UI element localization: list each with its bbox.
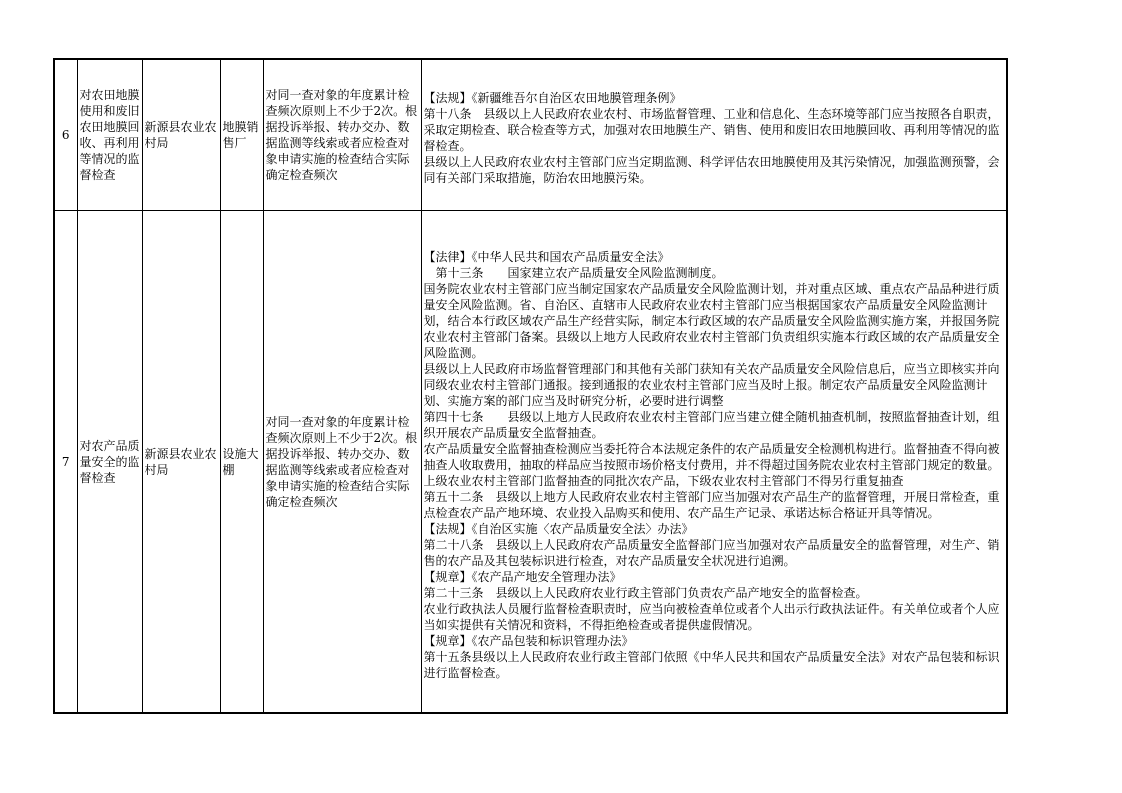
basis-line: 上级农业农村主管部门监督抽查的同批次农产品，下级农业农村主管部门不得另行重复抽查 <box>423 473 904 488</box>
basis-line: 【法规】《新疆维吾尔自治区农田地膜管理条例》 <box>423 91 682 105</box>
table-row <box>54 211 1007 714</box>
inspection-target: 地膜销售厂 <box>220 59 263 211</box>
basis-line: 农业行政执法人员履行监督检查职责时，应当向被检查单位或者个人出示行政执法证件。有关单位或者个人应当如实提供有关情况和资料，不得拒绝检查或者提供虚假情况。 <box>423 601 1000 632</box>
row-number: 7 <box>54 211 77 714</box>
basis-line: 国务院农业农村主管部门应当制定国家农产品质量安全风险监测计划，并对重点区域、重点农产品品种进行质量安全风险监测。省、自治区、直辖市人民政府农业农村主管部门应当根据国家农产品质量安全风险监测计划，结合本行政区域农产品生产经营实际，制定本行政区域的农产品质量安全风险监测实施方案，并报国务院农业农村主管部门备案。县级以上地方人民政府农业农村主管部门负责组织实施本行政区域的农产品质量安全风险监测。 <box>423 281 1000 360</box>
basis-line: 【规章】《农产品产地安全管理办法》 <box>423 569 622 584</box>
basis-line: 县级以上人民政府市场监督管理部门和其他有关部门获知有关农产品质量安全风险信息后，应当立即核实并向同级农业农村主管部门通报。接到通报的农业农村主管部门应当及时上报。制定农产品质量安全风险监测计划、实施方案的部门应当及时研究分析，必要时进行调整 <box>423 361 1000 408</box>
basis-line: 第二十三条 县级以上人民政府农业行政主管部门负责农产品产地安全的监督检查。 <box>423 585 868 600</box>
inspection-frequency: 对同一查对象的年度累计检查频次原则上不少于2次。根据投诉举报、转办交办、数据监测等线索或者应检查对象申请实施的检查结合实际确定检查频次 <box>263 211 421 714</box>
inspection-item: 对农田地膜使用和废旧农田地膜回收、再利用等情况的监督检查 <box>77 59 142 211</box>
responsible-department: 新源县农业农村局 <box>142 211 220 714</box>
table-row <box>54 59 1007 211</box>
inspection-table <box>53 58 1008 714</box>
responsible-department: 新源县农业农村局 <box>142 59 220 211</box>
legal-basis <box>421 59 1007 211</box>
basis-line: 县级以上人民政府农业农村主管部门应当定期监测、科学评估农田地膜使用及其污染情况，加强监测预警，会同有关部门采取措施，防治农田地膜污染。 <box>423 155 1000 185</box>
basis-line: 【法律】《中华人民共和国农产品质量安全法》 <box>423 249 670 264</box>
basis-line: 【规章】《农产品包装和标识管理办法》 <box>423 633 634 648</box>
basis-line: 第二十八条 县级以上人民政府农产品质量安全监督部门应当加强对农产品质量安全的监督管理，对生产、销售的农产品及其包装标识进行检查，对农产品质量安全状况进行追溯。 <box>423 537 1000 568</box>
basis-line: 农产品质量安全监督抽查检测应当委托符合本法规定条件的农产品质量安全检测机构进行。监督抽查不得向被抽查人收取费用，抽取的样品应当按照市场价格支付费用，并不得超过国务院农业农村主管部门规定的数量。 <box>423 441 1000 472</box>
basis-line: 第十三条 国家建立农产品质量安全风险监测制度。 <box>423 265 724 280</box>
basis-line: 第十八条 县级以上人民政府农业农村、市场监督管理、工业和信息化、生态环境等部门应当按照各自职责，采取定期检查、联合检查等方式，加强对农田地膜生产、销售、使用和废旧农田地膜回收、再利用等情况的监督检查。 <box>423 107 1000 153</box>
inspection-frequency: 对同一查对象的年度累计检查频次原则上不少于2次。根据投诉举报、转办交办、数据监测等线索或者应检查对象申请实施的检查结合实际确定检查频次 <box>263 59 421 211</box>
basis-line: 第四十七条 县级以上地方人民政府农业农村主管部门应当建立健全随机抽查机制，按照监督抽查计划，组织开展农产品质量安全监督抽查。 <box>423 409 1000 440</box>
legal-basis <box>421 211 1007 714</box>
row-number: 6 <box>54 59 77 211</box>
inspection-target: 设施大棚 <box>220 211 263 714</box>
inspection-item: 对农产品质量安全的监督检查 <box>77 211 142 714</box>
basis-line: 第十五条县级以上人民政府农业行政主管部门依照《中华人民共和国农产品质量安全法》对农产品包装和标识进行监督检查。 <box>423 649 1000 680</box>
basis-line: 第五十二条 县级以上地方人民政府农业农村主管部门应当加强对农产品生产的监督管理，开展日常检查，重点检查农产品产地环境、农业投入品购买和使用、农产品生产记录、承诺达标合格证开具等情况。 <box>423 489 1000 520</box>
basis-line: 【法规】《自治区实施〈农产品质量安全法〉办法》 <box>423 521 694 536</box>
